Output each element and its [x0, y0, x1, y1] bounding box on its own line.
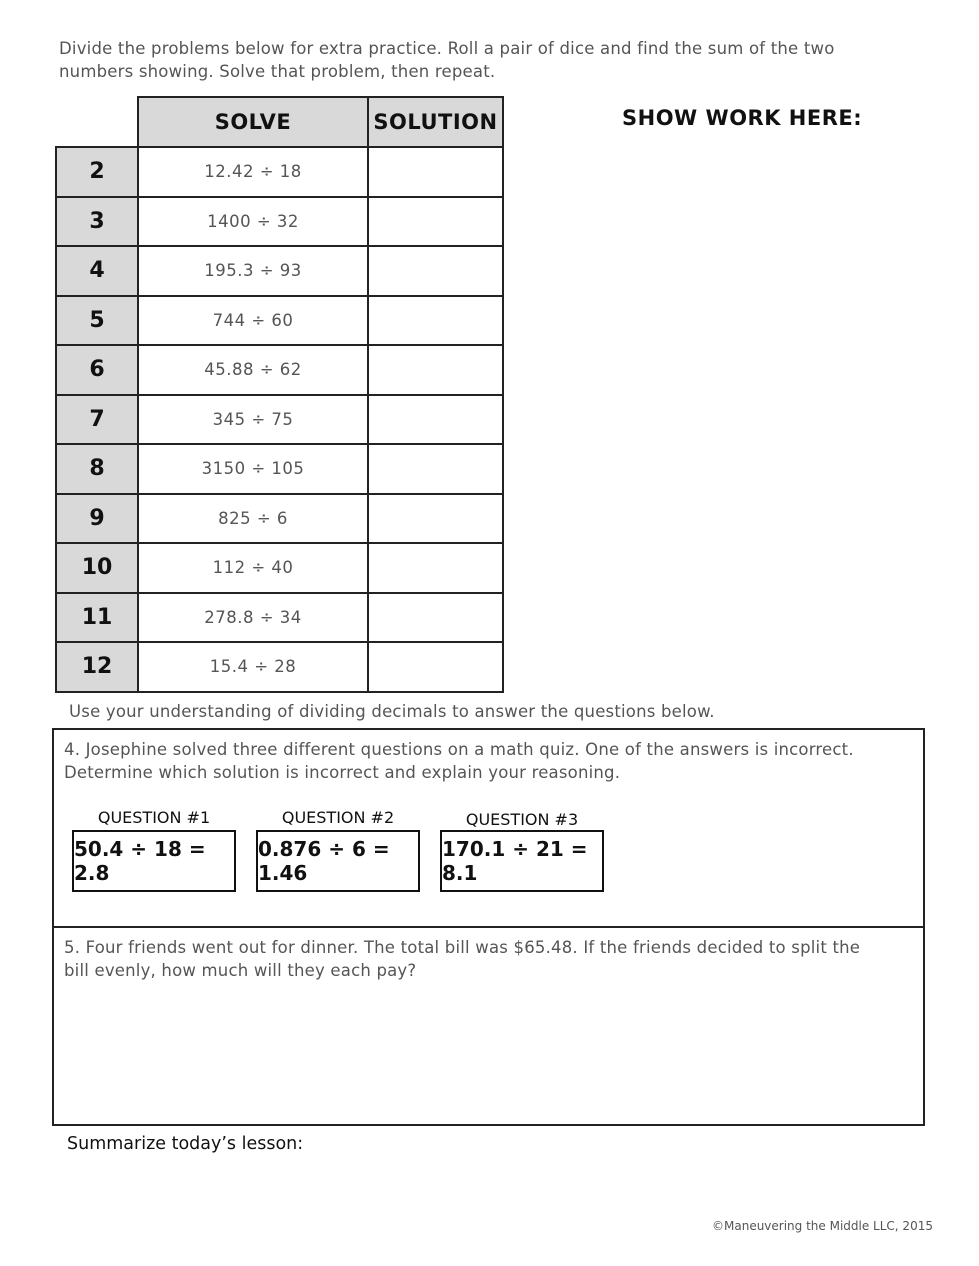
problem-cell: 15.4 ÷ 28 [138, 642, 368, 692]
solution-cell[interactable] [368, 395, 503, 445]
show-work-heading: SHOW WORK HERE: [622, 106, 863, 130]
question-5-line-1: 5. Four friends went out for dinner. The total bill was $65.48. If the friends decided to split the [64, 938, 861, 957]
question-4-line-2: Determine which solution is incorrect and explain your reasoning. [64, 763, 621, 782]
table-row [56, 444, 503, 494]
solution-cell[interactable] [368, 296, 503, 346]
problem-cell: 744 ÷ 60 [138, 296, 368, 346]
copyright-notice: ©Maneuvering the Middle LLC, 2015 [712, 1219, 933, 1233]
question-4-line-1: 4. Josephine solved three different questions on a math quiz. One of the answers is incorrect. [64, 740, 854, 759]
solution-cell[interactable] [368, 543, 503, 593]
problem-cell: 345 ÷ 75 [138, 395, 368, 445]
solution-cell[interactable] [368, 444, 503, 494]
question-5-text [64, 936, 914, 982]
instructions [59, 37, 889, 83]
problem-cell: 825 ÷ 6 [138, 494, 368, 544]
question-4-text [64, 738, 914, 784]
dice-sum-cell: 2 [56, 147, 138, 197]
question-2-equation-box: 0.876 ÷ 6 = 1.46 [256, 830, 420, 892]
use-understanding-text: Use your understanding of dividing decimals to answer the questions below. [69, 702, 715, 721]
question-1-equation-box: 50.4 ÷ 18 = 2.8 [72, 830, 236, 892]
solve-header: SOLVE [138, 97, 368, 147]
solution-cell[interactable] [368, 246, 503, 296]
dice-sum-cell: 4 [56, 246, 138, 296]
table-row [56, 197, 503, 247]
question-5-box [52, 926, 925, 1126]
question-4-box [52, 728, 925, 928]
table-corner [56, 97, 138, 147]
solution-cell[interactable] [368, 147, 503, 197]
question-3-equation-box: 170.1 ÷ 21 = 8.1 [440, 830, 604, 892]
problem-cell: 12.42 ÷ 18 [138, 147, 368, 197]
solution-cell[interactable] [368, 642, 503, 692]
instructions-line-1: Divide the problems below for extra practice. Roll a pair of dice and find the sum of the two [59, 39, 835, 58]
table-row [56, 642, 503, 692]
problem-cell: 1400 ÷ 32 [138, 197, 368, 247]
problem-cell: 278.8 ÷ 34 [138, 593, 368, 643]
dice-sum-cell: 8 [56, 444, 138, 494]
dice-sum-cell: 3 [56, 197, 138, 247]
problem-cell: 112 ÷ 40 [138, 543, 368, 593]
dice-sum-cell: 12 [56, 642, 138, 692]
question-1-label: QUESTION #1 [97, 808, 211, 827]
question-2-label: QUESTION #2 [281, 808, 395, 827]
dice-sum-cell: 10 [56, 543, 138, 593]
problem-cell: 195.3 ÷ 93 [138, 246, 368, 296]
problem-cell: 45.88 ÷ 62 [138, 345, 368, 395]
summarize-prompt: Summarize today’s lesson: [67, 1134, 304, 1154]
practice-table [55, 96, 504, 693]
solution-cell[interactable] [368, 593, 503, 643]
instructions-line-2: numbers showing. Solve that problem, then repeat. [59, 62, 496, 81]
dice-sum-cell: 5 [56, 296, 138, 346]
problem-cell: 3150 ÷ 105 [138, 444, 368, 494]
question-5-line-2: bill evenly, how much will they each pay? [64, 961, 417, 980]
table-row [56, 543, 503, 593]
table-row [56, 494, 503, 544]
table-row [56, 395, 503, 445]
dice-sum-cell: 7 [56, 395, 138, 445]
dice-sum-cell: 6 [56, 345, 138, 395]
solution-cell[interactable] [368, 197, 503, 247]
solution-cell[interactable] [368, 345, 503, 395]
solution-header: SOLUTION [368, 97, 503, 147]
dice-sum-cell: 9 [56, 494, 138, 544]
dice-sum-cell: 11 [56, 593, 138, 643]
table-row [56, 593, 503, 643]
question-3-label: QUESTION #3 [465, 810, 579, 829]
table-row [56, 296, 503, 346]
table-row [56, 345, 503, 395]
table-row [56, 246, 503, 296]
table-row [56, 147, 503, 197]
solution-cell[interactable] [368, 494, 503, 544]
